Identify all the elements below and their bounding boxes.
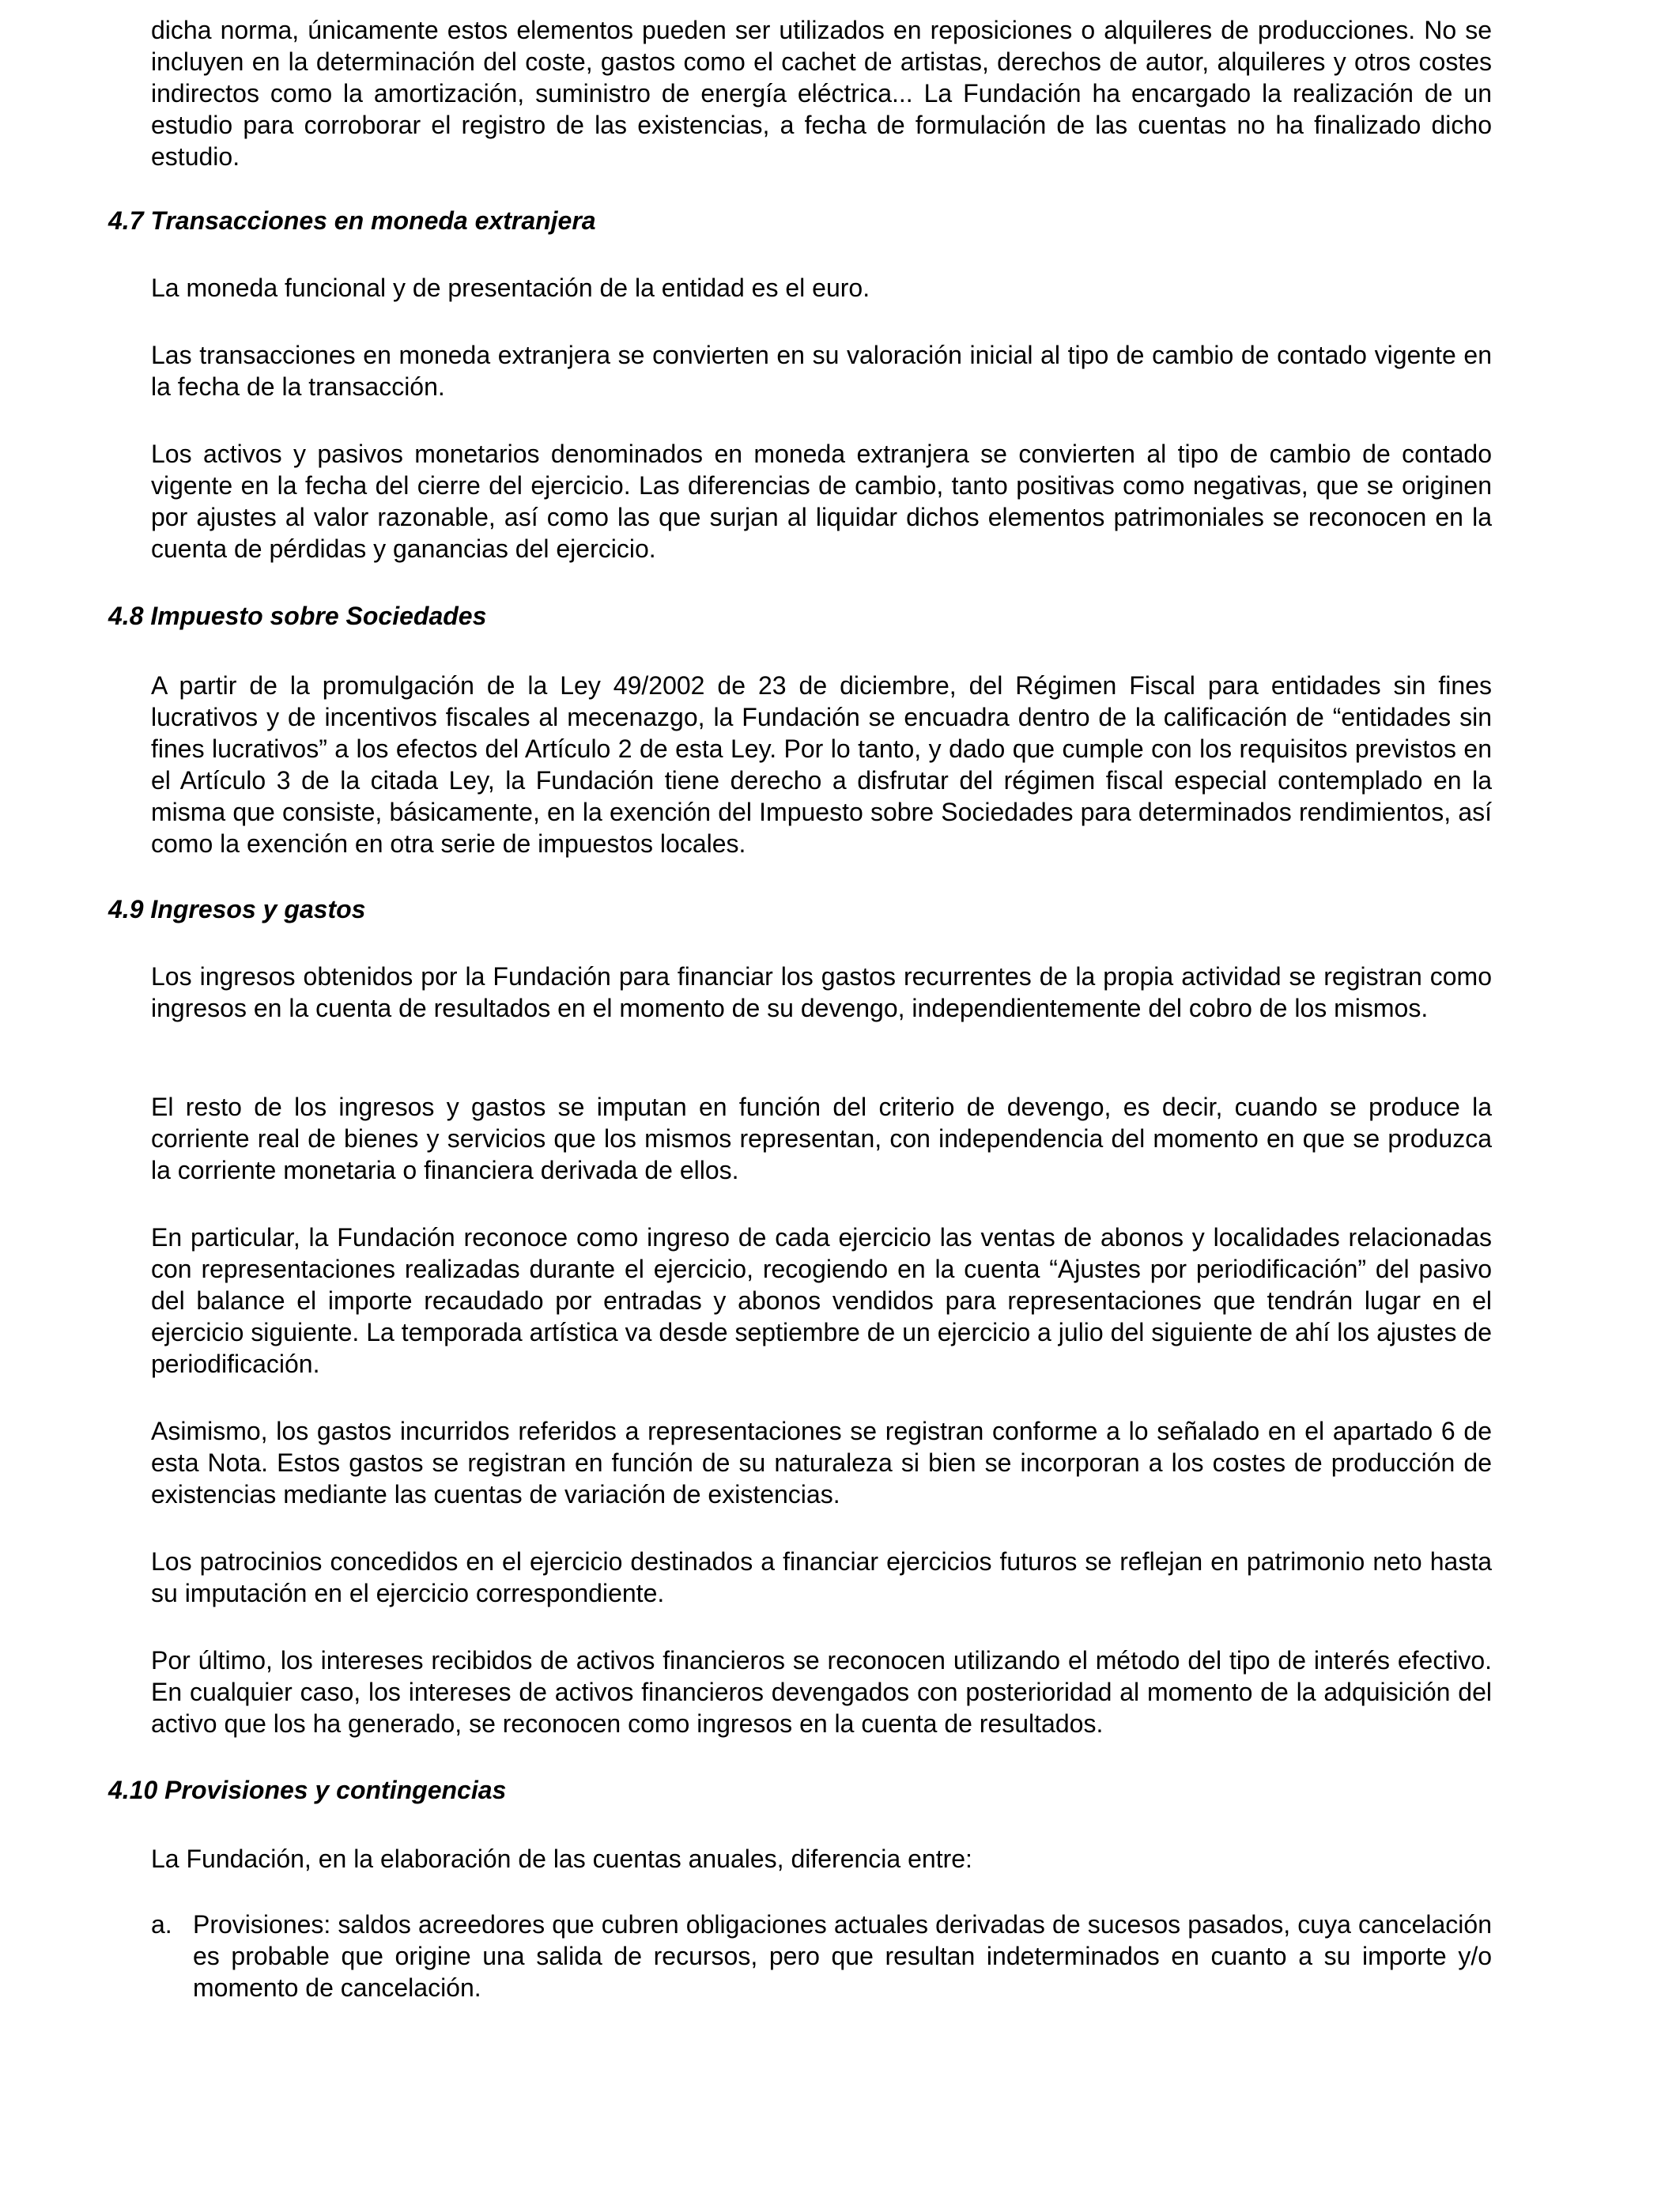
paragraph-4-8-1: A partir de la promulgación de la Ley 49/2002 de 23 de diciembre, del Régimen Fiscal para entidades sin fines lucrativos y de incentivos fiscales al mecenazgo, la Fundación se encuadra dentro de la calificación de “entidades sin fines lucrativos” a los efectos del Artículo 2 de esta Ley. Por lo tanto, y dado que cumple con los requisitos previstos en el Artículo 3 de la citada Ley, la Fundación tiene derecho a disfrutar del régimen fiscal especial contemplado en la misma que consiste, básicamente, en la exención del Impuesto sobre Sociedades para determinados rendimientos, así como la exención en otra serie de impuestos locales. (151, 671, 1492, 858)
heading-4-9: 4.9 Ingresos y gastos (108, 895, 366, 923)
paragraph-4-7-2: Las transacciones en moneda extranjera se convierten en su valoración inicial al tipo de cambio de contado vigente en la fecha de la transacción. (151, 341, 1492, 401)
heading-4-7: 4.7 Transacciones en moneda extranjera (108, 206, 596, 235)
heading-4-8: 4.8 Impuesto sobre Sociedades (108, 602, 487, 630)
intro-paragraph: dicha norma, únicamente estos elementos pueden ser utilizados en reposiciones o alquileres de producciones. No se incluyen en la determinación del coste, gastos como el cachet de artistas, derechos de autor, alquileres y otros costes indirectos como la amortización, suministro de energía eléctrica... La Fundación ha encargado la realización de un estudio para corroborar el registro de las existencias, a fecha de formulación de las cuentas no ha finalizado dicho estudio. (151, 16, 1492, 171)
paragraph-4-10-1: La Fundación, en la elaboración de las cuentas anuales, diferencia entre: (151, 1845, 972, 1873)
paragraph-4-9-5: Los patrocinios concedidos en el ejercicio destinados a financiar ejercicios futuros se reflejan en patrimonio neto hasta su imputación en el ejercicio correspondiente. (151, 1547, 1492, 1607)
paragraph-4-9-4: Asimismo, los gastos incurridos referidos a representaciones se registran conforme a lo señalado en el apartado 6 de esta Nota. Estos gastos se registran en función de su naturaleza si bien se incorporan a los costes de producción de existencias mediante las cuentas de variación de existencias. (151, 1417, 1492, 1509)
paragraph-4-9-6: Por último, los intereses recibidos de activos financieros se reconocen utilizando el método del tipo de interés efectivo. En cualquier caso, los intereses de activos financieros devengados con posterioridad al momento de la adquisición del activo que los ha generado, se reconocen como ingresos en la cuenta de resultados. (151, 1646, 1492, 1738)
paragraph-4-9-3: En particular, la Fundación reconoce como ingreso de cada ejercicio las ventas de abonos y localidades relacionadas con representaciones realizadas durante el ejercicio, recogiendo en la cuenta “Ajustes por periodificación” del pasivo del balance el importe recaudado por entradas y abonos vendidos para representaciones que tendrán lugar en el ejercicio siguiente. La temporada artística va desde septiembre de un ejercicio a julio del siguiente de ahí los ajustes de periodificación. (151, 1223, 1492, 1378)
paragraph-4-7-3: Los activos y pasivos monetarios denominados en moneda extranjera se convierten al tipo de cambio de contado vigente en la fecha del cierre del ejercicio. Las diferencias de cambio, tanto positivas como negativas, que se originen por ajustes al valor razonable, así como las que surjan al liquidar dichos elementos patrimoniales se reconocen en la cuenta de pérdidas y ganancias del ejercicio. (151, 440, 1492, 563)
list-marker: a. (151, 1910, 172, 1939)
heading-4-10: 4.10 Provisiones y contingencias (108, 1776, 507, 1804)
paragraph-4-9-2: El resto de los ingresos y gastos se imputan en función del criterio de devengo, es decir, cuando se produce la corriente real de bienes y servicios que los mismos representan, con independencia del momento en que se produzca la corriente monetaria o financiera derivada de ellos. (151, 1093, 1492, 1184)
paragraph-4-7-1: La moneda funcional y de presentación de la entidad es el euro. (151, 274, 870, 302)
paragraph-4-9-1: Los ingresos obtenidos por la Fundación para financiar los gastos recurrentes de la propia actividad se registran como ingresos en la cuenta de resultados en el momento de su devengo, independientemente del cobro de los mismos. (151, 962, 1492, 1022)
list-item-text: Provisiones: saldos acreedores que cubren obligaciones actuales derivadas de sucesos pasados, cuya cancelación es probable que origine una salida de recursos, pero que resultan indeterminados en cuanto a su importe y/o momento de cancelación. (193, 1910, 1492, 2002)
